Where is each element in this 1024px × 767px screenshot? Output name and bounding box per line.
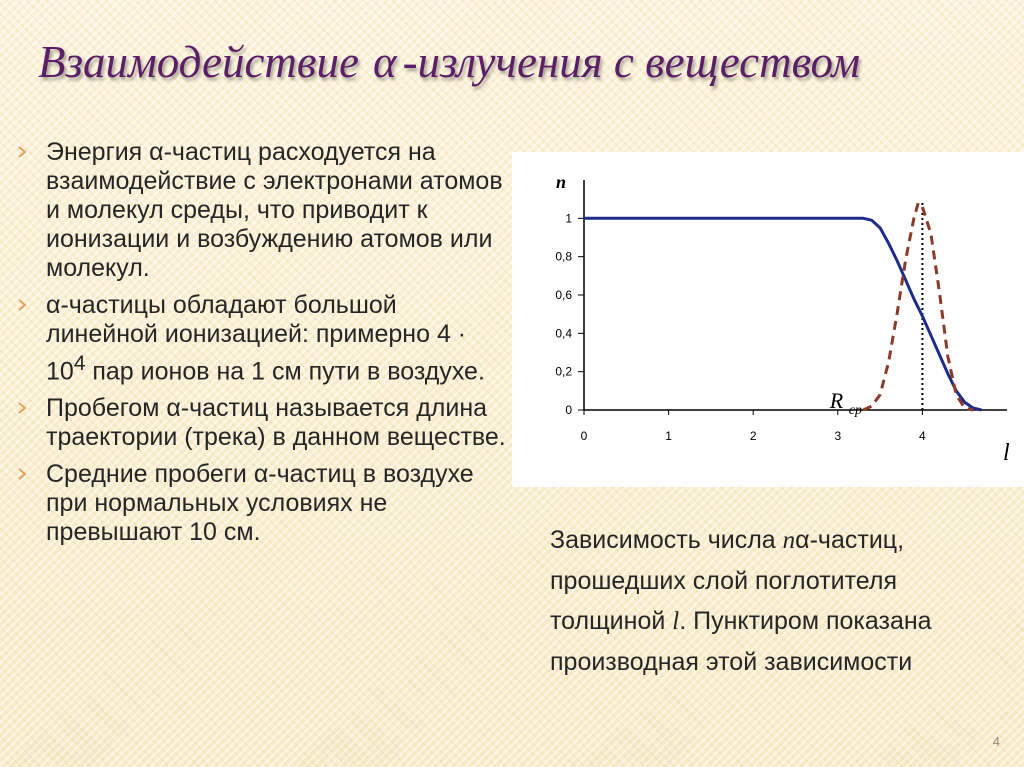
bullet-1-text-a: Энергия	[46, 138, 150, 166]
y-tick-label: 1	[565, 211, 572, 226]
chart-panel	[512, 152, 1024, 487]
bullet-item-average-range	[16, 460, 511, 547]
bullet-3-alpha: α	[166, 394, 181, 423]
bullet-2-text-c: пар ионов на 1 см пути в воздухе.	[85, 357, 485, 386]
x-axis-label: l	[1003, 440, 1010, 466]
title-text-after: -излучения с веществом	[402, 37, 861, 87]
bullet-3-text-a: Пробегом	[46, 394, 167, 423]
y-axis-ticks	[555, 211, 584, 417]
bullet-item-ionization	[16, 291, 511, 386]
caption-part-3: . Пунктиром показана производная этой зависимости	[550, 607, 932, 676]
bullet-4-alpha: α	[253, 460, 269, 489]
range-annotation-main: R	[829, 388, 844, 413]
chart-caption	[550, 520, 1010, 682]
bullet-2-exponent: 4	[73, 352, 86, 375]
caption-part-1: Зависимость числа	[550, 526, 783, 554]
bullet-list	[16, 138, 511, 555]
bullet-3-text-b: -частиц называется длина траектории (трека) в данном веществе.	[46, 394, 506, 452]
x-tick-label: 0	[580, 429, 588, 443]
chevron-right-icon	[16, 291, 34, 328]
slide-title	[38, 36, 998, 88]
chart-svg	[512, 152, 1024, 487]
caption-part-2: -частиц, прошедших слой поглотителя толщиной	[550, 526, 905, 635]
bullet-2-text-b: -частицы обладают большой линейной ионизацией: примерно 4 · 10	[46, 291, 467, 386]
bullet-4-text-a: Средние пробеги	[46, 460, 254, 489]
title-text-before: Взаимодействие	[38, 37, 359, 87]
range-annotation	[829, 388, 862, 418]
y-tick-label: 0,8	[555, 249, 572, 264]
x-axis-ticks	[581, 410, 926, 443]
x-tick-label: 4	[919, 429, 926, 443]
y-axis-label: n	[556, 172, 567, 192]
chevron-right-icon	[16, 460, 34, 497]
range-annotation-sub: ср	[848, 403, 862, 418]
slide-number: 4	[992, 734, 1000, 749]
chevron-right-icon	[16, 394, 34, 431]
y-tick-label: 0,4	[555, 326, 572, 341]
bullet-4-text-b: -частиц в воздухе при нормальных условиях не превышают 10 см.	[46, 460, 474, 547]
y-tick-label: 0,2	[555, 364, 572, 379]
bullet-item-energy	[16, 138, 511, 283]
bullet-item-range-definition	[16, 394, 511, 452]
y-tick-label: 0,6	[555, 288, 572, 302]
bullet-1-text-b: -частиц расходуется на взаимодействие с электронами атомов и молекул среды, что приводит к ионизации и возбуждению атомов или молекул.	[46, 138, 503, 282]
chevron-right-icon	[16, 138, 34, 175]
caption-alpha: α	[795, 526, 810, 554]
bullet-2-alpha: α	[46, 291, 61, 319]
x-tick-label: 3	[834, 429, 842, 443]
caption-var-n: n	[782, 527, 796, 554]
bullet-1-alpha: α	[149, 138, 164, 166]
caption-var-l: l	[672, 608, 680, 635]
y-tick-label: 0	[565, 403, 572, 417]
x-tick-label: 1	[665, 429, 672, 443]
x-tick-label: 2	[749, 429, 757, 443]
series-line-count	[584, 218, 982, 410]
title-alpha-symbol: α	[372, 37, 397, 87]
